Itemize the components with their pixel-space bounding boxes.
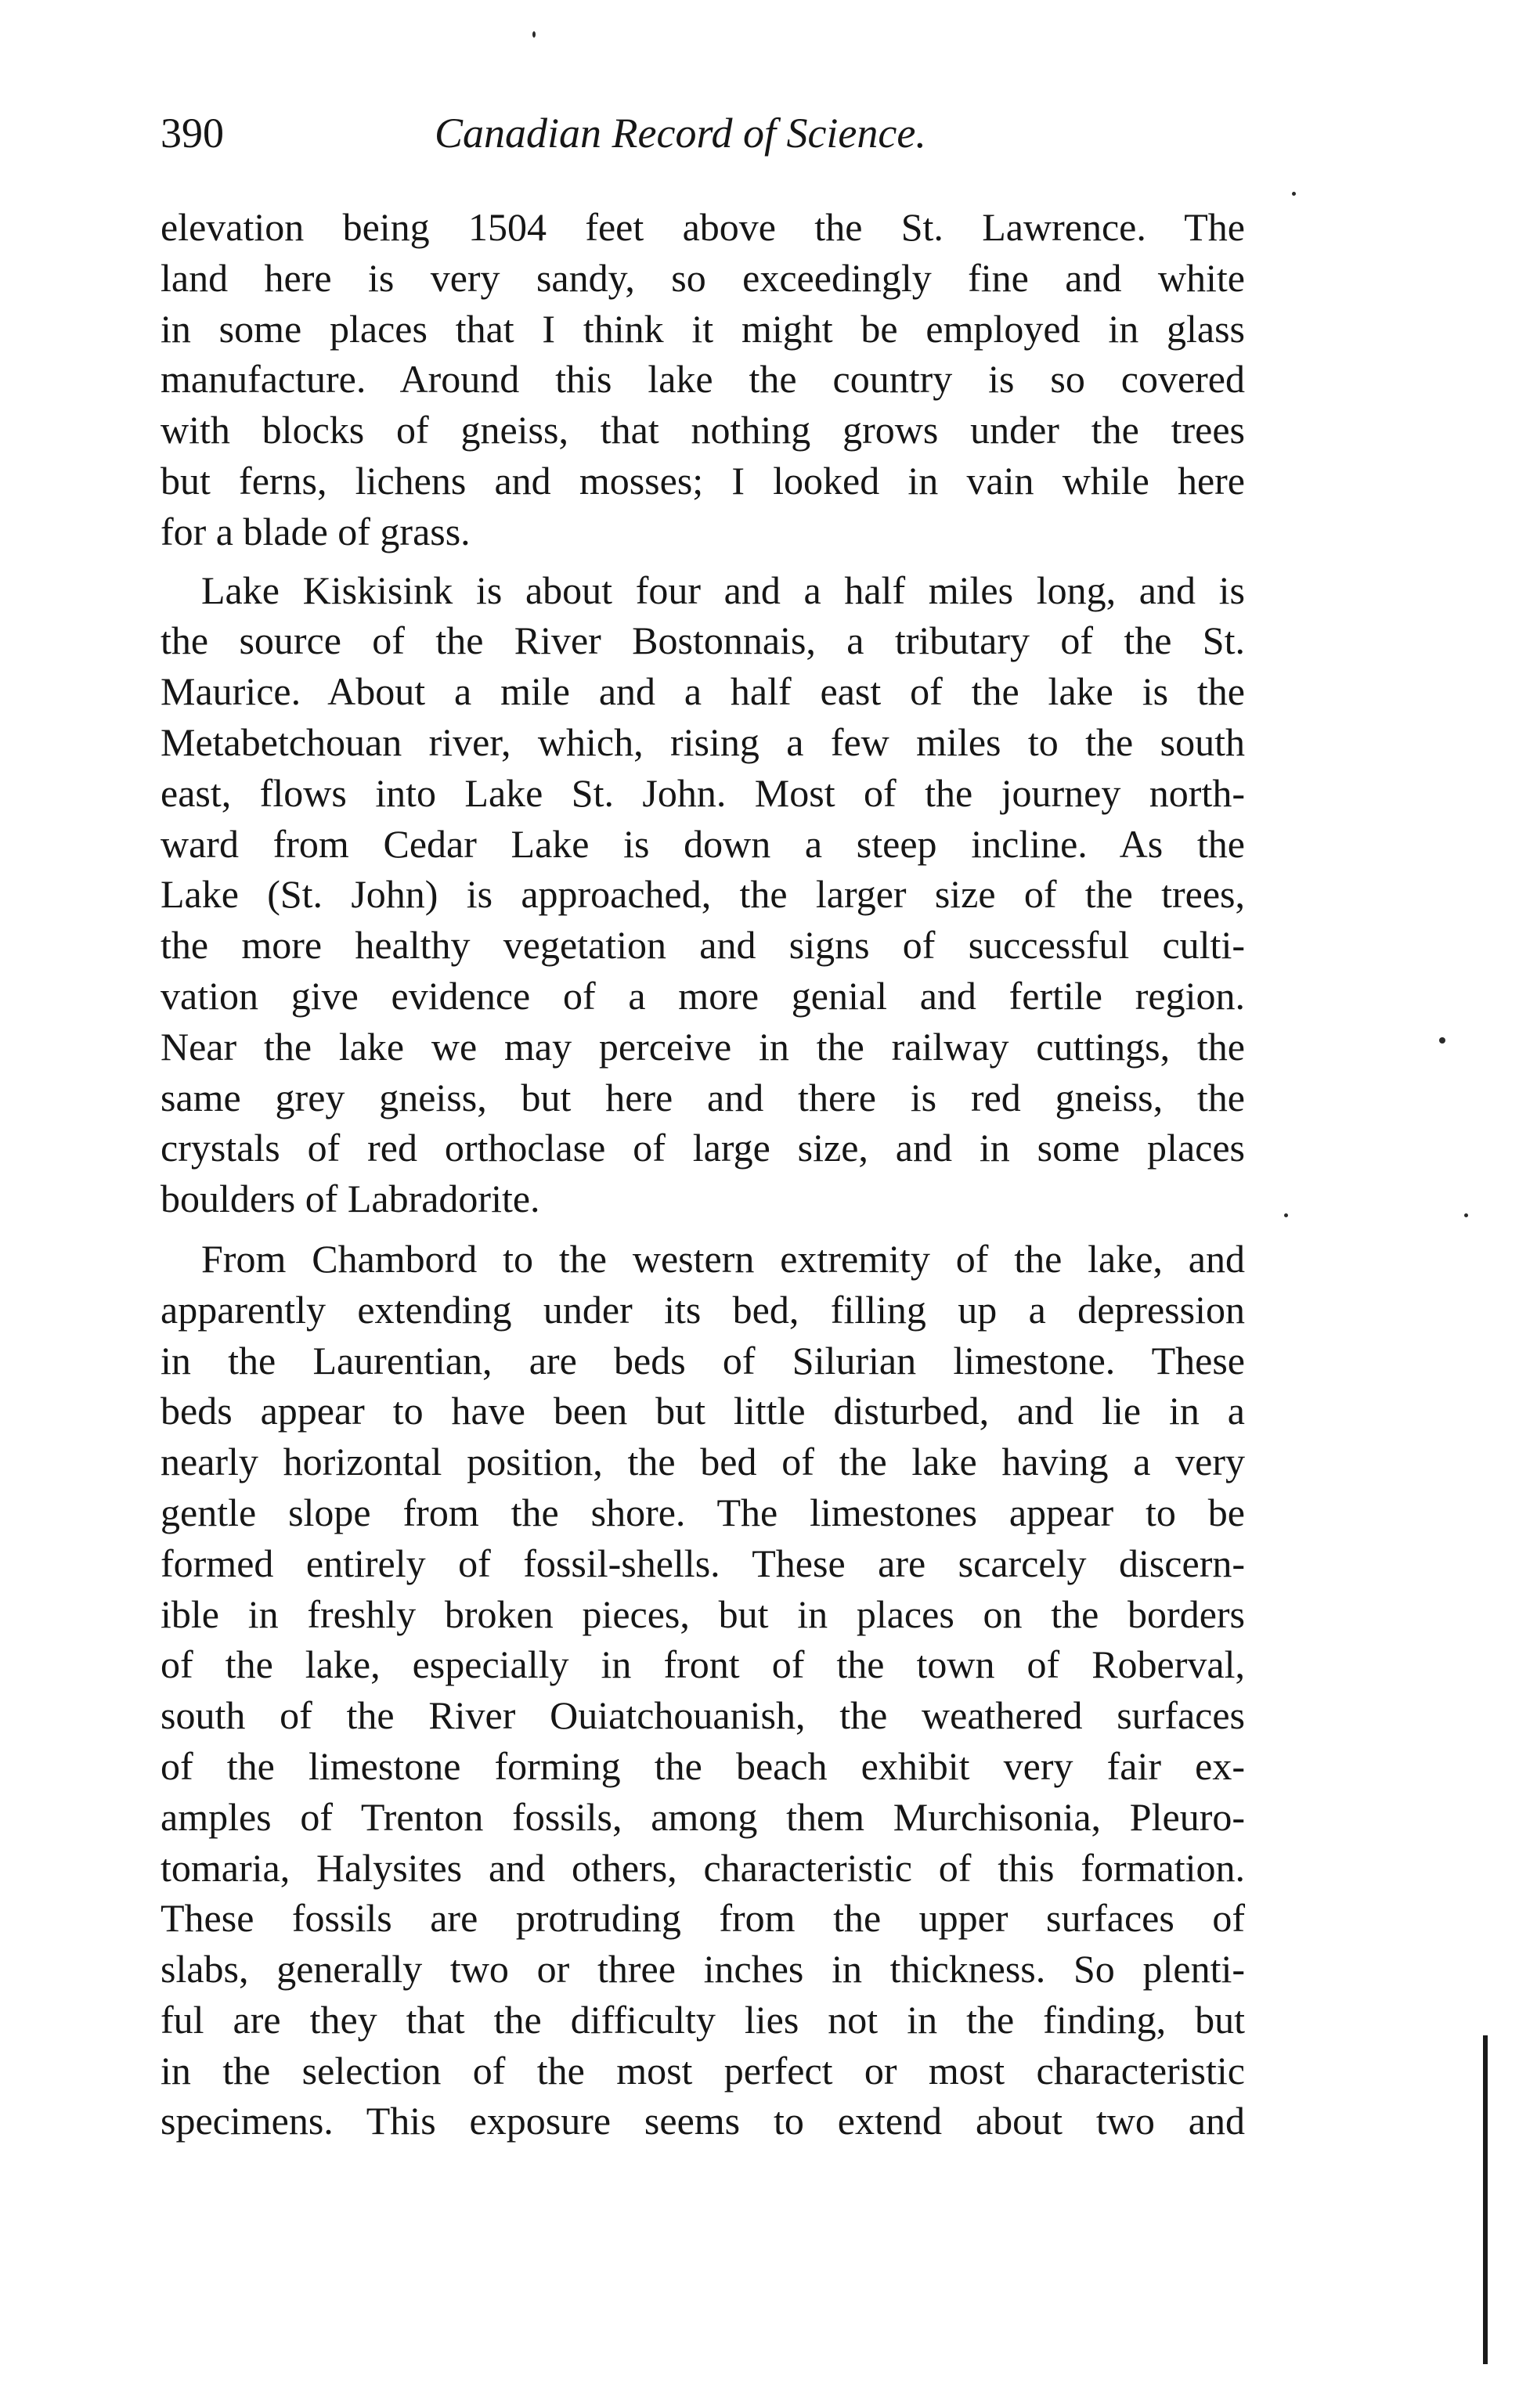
page-number: 390 bbox=[161, 110, 224, 157]
text-line: slabs, generally two or three inches in thickness. So plenti- bbox=[161, 1947, 1245, 1992]
text-line: for a blade of grass. bbox=[161, 509, 471, 553]
text-line: the source of the River Bostonnais, a tributary of the St. bbox=[161, 618, 1245, 663]
text-line: specimens. This exposure seems to extend about two and bbox=[161, 2099, 1245, 2143]
text-line: east, flows into Lake St. John. Most of the journey north- bbox=[161, 770, 1245, 815]
print-speck bbox=[532, 31, 536, 38]
text-line: land here is very sandy, so exceedingly fine and white bbox=[161, 255, 1245, 300]
print-speck bbox=[1284, 1213, 1288, 1217]
text-line: but ferns, lichens and mosses; I looked in vain while here bbox=[161, 458, 1245, 503]
text-line: Lake Kiskisink is about four and a half miles long, and is bbox=[201, 568, 1245, 612]
text-line: crystals of red orthoclase of large size, and in some places bbox=[161, 1126, 1245, 1170]
text-line: the more healthy vegetation and signs of successful culti- bbox=[161, 923, 1245, 968]
text-line: beds appear to have been but little disturbed, and lie in a bbox=[161, 1389, 1245, 1433]
text-line: Maurice. About a mile and a half east of the lake is the bbox=[161, 669, 1245, 714]
text-line: amples of Trenton fossils, among them Murchisonia, Pleuro- bbox=[161, 1794, 1245, 1839]
text-line: ful are they that the difficulty lies not in the finding, but bbox=[161, 1997, 1245, 2042]
text-line: gentle slope from the shore. The limestones appear to be bbox=[161, 1490, 1245, 1534]
text-line: of the limestone forming the beach exhibit very fair ex- bbox=[161, 1743, 1245, 1788]
text-line: tomaria, Halysites and others, characteristic of this formation. bbox=[161, 1845, 1245, 1890]
text-line: formed entirely of fossil-shells. These are scarcely discern- bbox=[161, 1541, 1245, 1585]
paragraph-3 bbox=[161, 1234, 1245, 2147]
text-line: ward from Cedar Lake is down a steep incline. As the bbox=[161, 821, 1245, 866]
text-line: Near the lake we may perceive in the railway cuttings, the bbox=[161, 1024, 1245, 1069]
running-title: Canadian Record of Science. bbox=[435, 110, 926, 157]
scan-edge-line bbox=[1483, 2035, 1488, 2364]
text-line: ible in freshly broken pieces, but in places on the borders bbox=[161, 1592, 1245, 1636]
text-line: Metabetchouan river, which, rising a few miles to the south bbox=[161, 719, 1245, 764]
text-line: vation give evidence of a more genial and fertile region. bbox=[161, 973, 1245, 1018]
text-line: same grey gneiss, but here and there is red gneiss, the bbox=[161, 1075, 1245, 1119]
text-line: apparently extending under its bed, filling up a depression bbox=[161, 1287, 1245, 1332]
text-line: elevation being 1504 feet above the St. Lawrence. The bbox=[161, 205, 1245, 249]
body-text bbox=[161, 202, 1245, 2147]
text-line: with blocks of gneiss, that nothing grows under the trees bbox=[161, 408, 1245, 452]
text-line: manufacture. Around this lake the country is so covered bbox=[161, 357, 1245, 402]
text-line: of the lake, especially in front of the town of Roberval, bbox=[161, 1642, 1245, 1687]
text-line: From Chambord to the western extremity of the lake, and bbox=[201, 1236, 1245, 1281]
text-line: in some places that I think it might be employed in glass bbox=[161, 306, 1245, 351]
text-line: in the Laurentian, are beds of Silurian limestone. These bbox=[161, 1338, 1245, 1382]
paragraph-1 bbox=[161, 202, 1245, 557]
print-speck bbox=[1464, 1213, 1468, 1217]
page-header bbox=[161, 102, 1257, 164]
text-line: Lake (St. John) is approached, the larger size of the trees, bbox=[161, 872, 1245, 917]
text-line: boulders of Labradorite. bbox=[161, 1177, 540, 1221]
text-line: south of the River Ouiatchouanish, the weathered surfaces bbox=[161, 1693, 1245, 1738]
paragraph-2 bbox=[161, 565, 1245, 1224]
print-speck bbox=[1439, 1037, 1445, 1044]
text-line: in the selection of the most perfect or most characteristic bbox=[161, 2048, 1245, 2093]
print-speck bbox=[1292, 192, 1296, 196]
text-line: These fossils are protruding from the upper surfaces of bbox=[161, 1896, 1245, 1941]
text-line: nearly horizontal position, the bed of the lake having a very bbox=[161, 1440, 1245, 1484]
